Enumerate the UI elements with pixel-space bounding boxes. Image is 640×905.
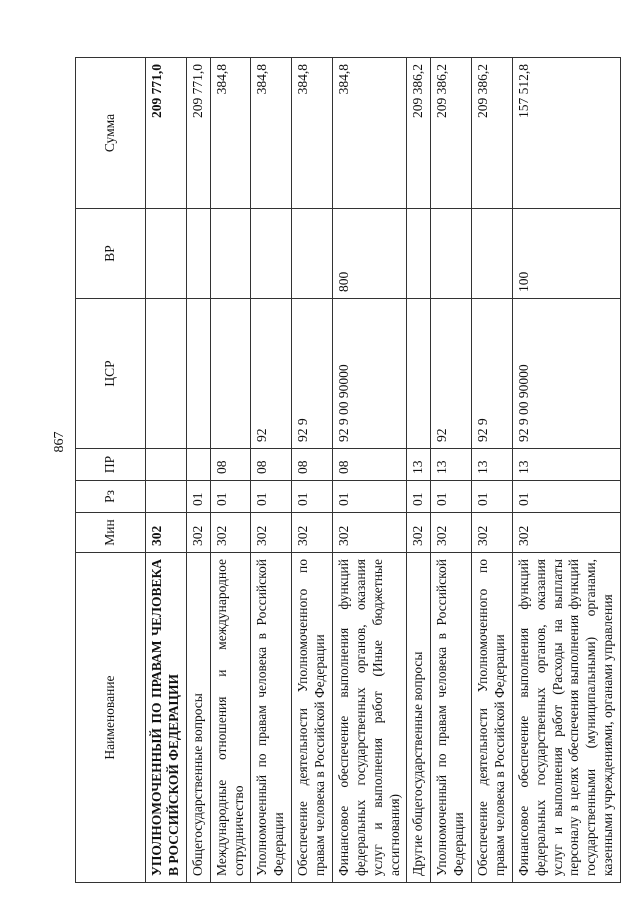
row-name: Уполномоченный по правам человека в Российской Федерации — [431, 553, 472, 883]
row-vr — [407, 209, 431, 299]
row-min: 302 — [431, 513, 472, 553]
row-name: Общегосударственные вопросы — [186, 553, 210, 883]
row-min: 302 — [292, 513, 333, 553]
row-vr — [186, 209, 210, 299]
row-min: 302 — [251, 513, 292, 553]
row-csr: 92 — [431, 299, 472, 449]
row-name: Финансовое обеспечение выполнения функций федеральных государственных органов, оказания услуг и выполнения работ (Расходы на выплаты персоналу в целях обеспечения выполнения функций государственными (муниципальными) органами, казенными учреждениями, органами управления — [512, 553, 620, 883]
row-sum: 157 512,8 — [512, 58, 620, 209]
row-name: Обеспечение деятельности Уполномоченного по правам человека в Российской Федерации — [472, 553, 513, 883]
row-csr: 92 — [251, 299, 292, 449]
row-name: Уполномоченный по правам человека в Российской Федерации — [251, 553, 292, 883]
row-vr — [251, 209, 292, 299]
row-rz: 01 — [472, 481, 513, 513]
row-vr: 100 — [512, 209, 620, 299]
row-min: 302 — [146, 513, 187, 553]
row-name: УПОЛНОМОЧЕННЫЙ ПО ПРАВАМ ЧЕЛОВЕКА В РОССИЙСКОЙ ФЕДЕРАЦИИ — [146, 553, 187, 883]
row-pr — [146, 449, 187, 481]
row-min: 302 — [512, 513, 620, 553]
row-vr: 800 — [332, 209, 407, 299]
column-header-name: Наименование — [76, 553, 146, 883]
table-row — [210, 58, 251, 883]
row-vr — [146, 209, 187, 299]
row-sum: 384,8 — [292, 58, 333, 209]
table-row — [332, 58, 407, 883]
column-header-vr: ВР — [76, 209, 146, 299]
row-rz: 01 — [210, 481, 251, 513]
row-pr: 08 — [332, 449, 407, 481]
row-min: 302 — [472, 513, 513, 553]
table-row — [186, 58, 210, 883]
row-rz — [146, 481, 187, 513]
row-pr: 08 — [210, 449, 251, 481]
row-csr: 92 9 00 90000 — [512, 299, 620, 449]
row-pr: 13 — [472, 449, 513, 481]
row-rz: 01 — [186, 481, 210, 513]
row-csr: 92 9 00 90000 — [332, 299, 407, 449]
row-csr — [186, 299, 210, 449]
row-pr: 13 — [431, 449, 472, 481]
row-csr — [407, 299, 431, 449]
row-rz: 01 — [332, 481, 407, 513]
row-min: 302 — [332, 513, 407, 553]
budget-table — [75, 57, 621, 883]
column-header-csr: ЦСР — [76, 299, 146, 449]
row-vr — [292, 209, 333, 299]
table-row — [146, 58, 187, 883]
row-csr: 92 9 — [292, 299, 333, 449]
row-rz: 01 — [407, 481, 431, 513]
table-row — [512, 58, 620, 883]
table-row — [472, 58, 513, 883]
page-number: 867 — [52, 431, 67, 453]
row-vr — [210, 209, 251, 299]
row-min: 302 — [407, 513, 431, 553]
row-rz: 01 — [512, 481, 620, 513]
row-min: 302 — [210, 513, 251, 553]
row-pr: 08 — [251, 449, 292, 481]
row-sum: 384,8 — [332, 58, 407, 209]
row-pr: 13 — [407, 449, 431, 481]
row-vr — [472, 209, 513, 299]
row-sum: 209 386,2 — [472, 58, 513, 209]
row-min: 302 — [186, 513, 210, 553]
table-row — [407, 58, 431, 883]
row-pr — [186, 449, 210, 481]
row-csr: 92 9 — [472, 299, 513, 449]
row-rz: 01 — [431, 481, 472, 513]
row-name: Другие общегосударственные вопросы — [407, 553, 431, 883]
row-pr: 13 — [512, 449, 620, 481]
table-row — [251, 58, 292, 883]
row-pr: 08 — [292, 449, 333, 481]
budget-table-container — [75, 58, 616, 883]
row-csr — [146, 299, 187, 449]
row-sum: 209 771,0 — [146, 58, 187, 209]
row-vr — [431, 209, 472, 299]
row-csr — [210, 299, 251, 449]
row-rz: 01 — [251, 481, 292, 513]
column-header-rz: Рз — [76, 481, 146, 513]
row-name: Международные отношения и международное сотрудничество — [210, 553, 251, 883]
row-sum: 209 386,2 — [431, 58, 472, 209]
row-sum: 209 771,0 — [186, 58, 210, 209]
row-sum: 209 386,2 — [407, 58, 431, 209]
row-rz: 01 — [292, 481, 333, 513]
table-row — [292, 58, 333, 883]
row-sum: 384,8 — [210, 58, 251, 209]
column-header-pr: ПР — [76, 449, 146, 481]
row-name: Обеспечение деятельности Уполномоченного по правам человека в Российской Федерации — [292, 553, 333, 883]
row-sum: 384,8 — [251, 58, 292, 209]
table-header-row — [76, 58, 146, 883]
column-header-min: Мин — [76, 513, 146, 553]
row-name: Финансовое обеспечение выполнения функций федеральных государственных органов, оказания услуг и выполнения работ (Иные бюджетные ассигнования) — [332, 553, 407, 883]
column-header-sum: Сумма — [76, 58, 146, 209]
table-row — [431, 58, 472, 883]
